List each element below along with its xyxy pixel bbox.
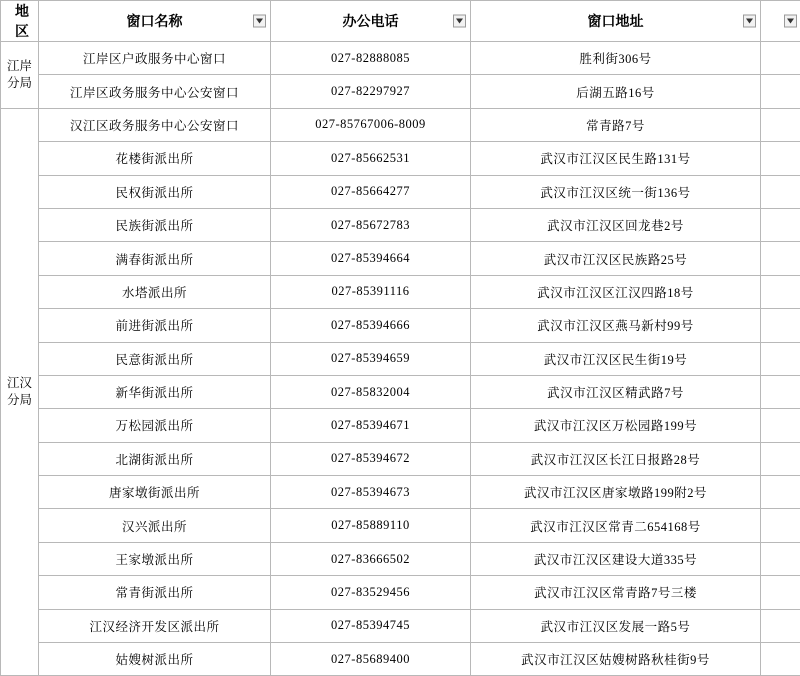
cell-address: 武汉市江汉区燕马新村99号 [471, 309, 761, 342]
column-header-name [39, 1, 271, 42]
cell-address: 武汉市江汉区民生路131号 [471, 142, 761, 175]
cell-phone: 027-85394745 [271, 609, 471, 642]
table-row [1, 275, 800, 308]
cell-phone: 027-85662531 [271, 142, 471, 175]
column-header-name-label: 窗口名称 [39, 11, 270, 31]
cell-name: 花楼街派出所 [39, 142, 271, 175]
cell-phone: 027-85767006-8009 [271, 108, 471, 141]
table-row [1, 375, 800, 408]
cell-phone: 027-82888085 [271, 42, 471, 75]
cell-extra [761, 175, 800, 208]
region-group-cell [1, 108, 39, 676]
table-row [1, 242, 800, 275]
cell-extra [761, 643, 800, 676]
table-row [1, 542, 800, 575]
cell-address: 武汉市江汉区统一街136号 [471, 175, 761, 208]
cell-phone: 027-85391116 [271, 275, 471, 308]
cell-address: 胜利街306号 [471, 42, 761, 75]
cell-name: 水塔派出所 [39, 275, 271, 308]
cell-extra [761, 409, 800, 442]
cell-name: 北湖街派出所 [39, 442, 271, 475]
cell-address: 武汉市江汉区长江日报路28号 [471, 442, 761, 475]
table-row [1, 309, 800, 342]
table-row [1, 576, 800, 609]
cell-phone: 027-85394673 [271, 476, 471, 509]
cell-extra [761, 476, 800, 509]
cell-address: 武汉市江汉区唐家墩路199附2号 [471, 476, 761, 509]
cell-address: 武汉市江汉区回龙巷2号 [471, 208, 761, 241]
cell-phone: 027-85394664 [271, 242, 471, 275]
table-header [1, 1, 800, 42]
cell-phone: 027-83529456 [271, 576, 471, 609]
cell-phone: 027-85394671 [271, 409, 471, 442]
cell-phone: 027-82297927 [271, 75, 471, 108]
cell-name: 姑嫂树派出所 [39, 643, 271, 676]
table-row [1, 142, 800, 175]
cell-extra [761, 142, 800, 175]
cell-address: 武汉市江汉区发展一路5号 [471, 609, 761, 642]
cell-extra [761, 375, 800, 408]
cell-name: 新华街派出所 [39, 375, 271, 408]
cell-phone: 027-85394672 [271, 442, 471, 475]
cell-extra [761, 42, 800, 75]
cell-name: 常青街派出所 [39, 576, 271, 609]
cell-phone: 027-85672783 [271, 208, 471, 241]
cell-name: 王家墩派出所 [39, 542, 271, 575]
column-header-region-label: 地区 [1, 1, 38, 41]
region-group-cell [1, 42, 39, 109]
filter-dropdown-icon-phone[interactable] [453, 15, 466, 28]
cell-address: 常青路7号 [471, 108, 761, 141]
cell-name: 江岸区政务服务中心公安窗口 [39, 75, 271, 108]
cell-name: 汉兴派出所 [39, 509, 271, 542]
table-row [1, 342, 800, 375]
filter-dropdown-icon-name[interactable] [253, 15, 266, 28]
cell-address: 武汉市江汉区万松园路199号 [471, 409, 761, 442]
table-row [1, 442, 800, 475]
region-group-label-line: 分局 [1, 392, 38, 409]
column-header-address-label: 窗口地址 [471, 11, 760, 31]
cell-extra [761, 208, 800, 241]
cell-phone: 027-85889110 [271, 509, 471, 542]
cell-address: 后湖五路16号 [471, 75, 761, 108]
cell-extra [761, 342, 800, 375]
column-header-phone-label: 办公电话 [271, 11, 470, 31]
cell-extra [761, 509, 800, 542]
cell-address: 武汉市江汉区常青二654168号 [471, 509, 761, 542]
cell-address: 武汉市江汉区民生街19号 [471, 342, 761, 375]
filter-dropdown-icon-extra[interactable] [784, 15, 797, 28]
cell-name: 民族街派出所 [39, 208, 271, 241]
table-row [1, 509, 800, 542]
cell-name: 民意街派出所 [39, 342, 271, 375]
table-row [1, 409, 800, 442]
table-row [1, 476, 800, 509]
cell-address: 武汉市江汉区江汉四路18号 [471, 275, 761, 308]
cell-extra [761, 442, 800, 475]
table-row [1, 108, 800, 141]
cell-extra [761, 609, 800, 642]
table-row [1, 643, 800, 676]
cell-name: 汉江区政务服务中心公安窗口 [39, 108, 271, 141]
cell-extra [761, 576, 800, 609]
cell-phone: 027-85394659 [271, 342, 471, 375]
cell-name: 江岸区户政服务中心窗口 [39, 42, 271, 75]
cell-extra [761, 309, 800, 342]
cell-extra [761, 242, 800, 275]
region-group-label-line: 江汉 [1, 375, 38, 392]
cell-phone: 027-85664277 [271, 175, 471, 208]
column-header-extra [761, 1, 800, 42]
table-body [1, 42, 800, 676]
cell-address: 武汉市江汉区建设大道335号 [471, 542, 761, 575]
cell-address: 武汉市江汉区姑嫂树路秋桂街9号 [471, 643, 761, 676]
filter-dropdown-icon-address[interactable] [743, 15, 756, 28]
cell-phone: 027-85689400 [271, 643, 471, 676]
region-group-label-line: 江岸 [1, 58, 38, 75]
cell-name: 万松园派出所 [39, 409, 271, 442]
cell-address: 武汉市江汉区民族路25号 [471, 242, 761, 275]
table-row [1, 609, 800, 642]
header-row [1, 1, 800, 42]
cell-address: 武汉市江汉区精武路7号 [471, 375, 761, 408]
cell-name: 民权街派出所 [39, 175, 271, 208]
cell-extra [761, 108, 800, 141]
cell-address: 武汉市江汉区常青路7号三楼 [471, 576, 761, 609]
column-header-region [1, 1, 39, 42]
table-row [1, 208, 800, 241]
table-row [1, 42, 800, 75]
region-group-label-line: 分局 [1, 75, 38, 92]
column-header-phone [271, 1, 471, 42]
cell-extra [761, 75, 800, 108]
column-header-address [471, 1, 761, 42]
table-row [1, 175, 800, 208]
cell-extra [761, 542, 800, 575]
cell-phone: 027-83666502 [271, 542, 471, 575]
cell-phone: 027-85394666 [271, 309, 471, 342]
table-row [1, 75, 800, 108]
cell-phone: 027-85832004 [271, 375, 471, 408]
cell-name: 唐家墩街派出所 [39, 476, 271, 509]
cell-name: 前进街派出所 [39, 309, 271, 342]
cell-name: 满春街派出所 [39, 242, 271, 275]
cell-extra [761, 275, 800, 308]
cell-name: 江汉经济开发区派出所 [39, 609, 271, 642]
